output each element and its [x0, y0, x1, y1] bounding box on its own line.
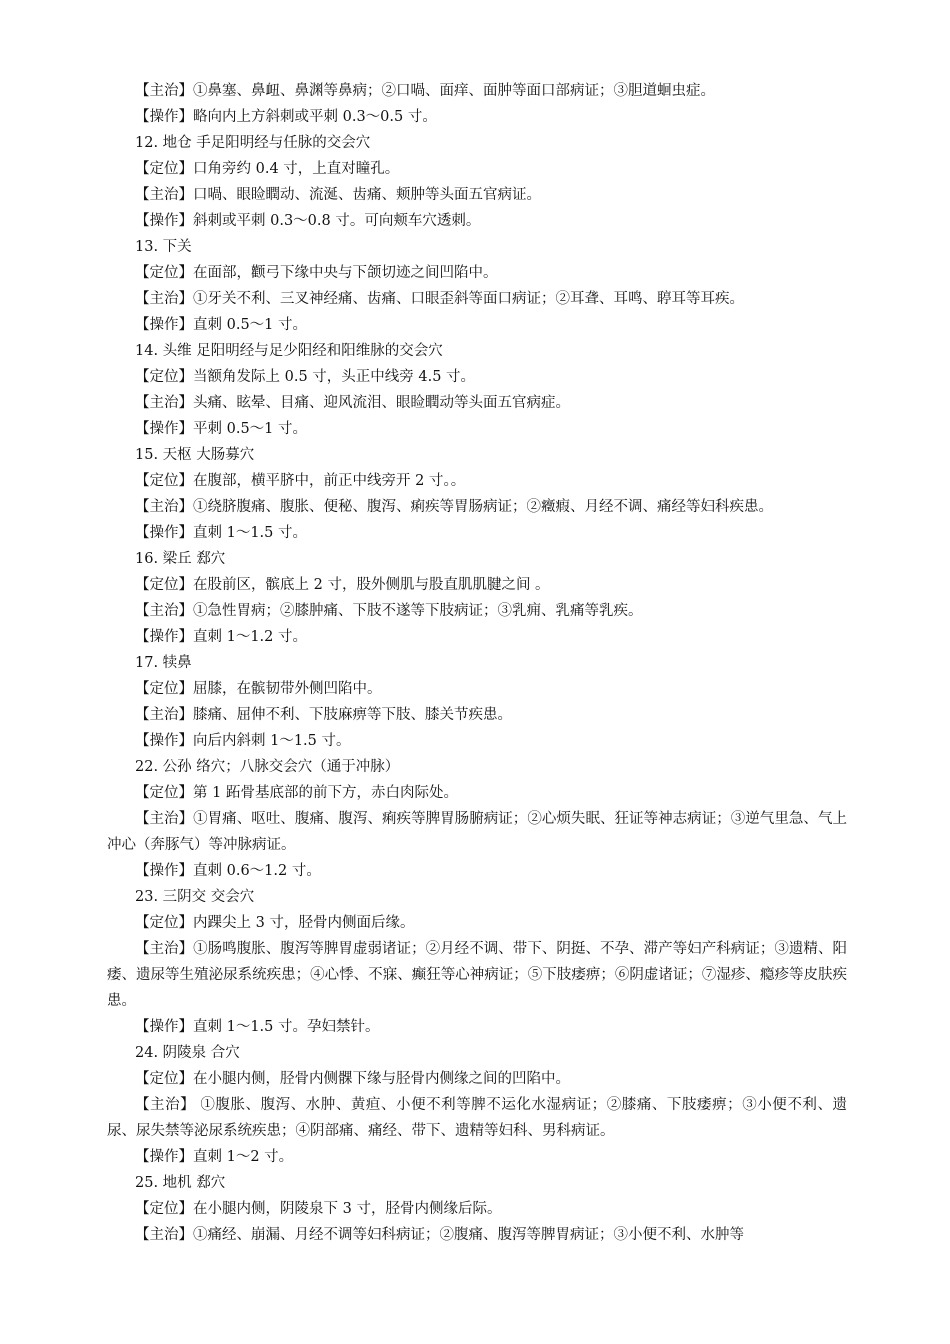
- paragraph: 【操作】直刺 1～1.5 寸。孕妇禁针。: [135, 1019, 380, 1035]
- paragraph: 【操作】直刺 0.5～1 寸。: [135, 317, 308, 333]
- paragraph: 【定位】在股前区，髌底上 2 寸，股外侧肌与股直肌肌腱之间 。: [135, 577, 550, 593]
- paragraph: 【定位】在小腿内侧，胫骨内侧髁下缘与胫骨内侧缘之间的凹陷中。: [135, 1071, 570, 1087]
- paragraph: 【定位】当额角发际上 0.5 寸，头正中线旁 4.5 寸。: [135, 369, 476, 385]
- paragraph: 【主治】 ①腹胀、腹泻、水肿、黄疸、小便不利等脾不运化水湿病证；②膝痛、下肢痿痹；③小便不利、遗尿、尿失禁等泌尿系统疾患；④阴部痛、痛经、带下、遗精等妇科、男科病证。: [107, 1097, 847, 1139]
- paragraph: 【定位】口角旁约 0.4 寸，上直对瞳孔。: [135, 161, 400, 177]
- paragraph: 【主治】①牙关不利、三叉神经痛、齿痛、口眼歪斜等面口病证；②耳聋、耳鸣、聤耳等耳疾。: [135, 291, 744, 307]
- paragraph: 【主治】口喎、眼睑瞤动、流涎、齿痛、颊肿等头面五官病证。: [135, 187, 541, 203]
- paragraph: 【定位】在面部，颧弓下缘中央与下颌切迹之间凹陷中。: [135, 265, 498, 281]
- paragraph: 【定位】在腹部，横平脐中，前正中线旁开 2 寸。。: [135, 473, 466, 489]
- paragraph: 【操作】直刺 1～2 寸。: [135, 1149, 294, 1165]
- paragraph: 【操作】略向内上方斜刺或平刺 0.3～0.5 寸。: [135, 109, 437, 125]
- paragraph: 【主治】①鼻塞、鼻衄、鼻渊等鼻病；②口喎、面痒、面肿等面口部病证；③胆道蛔虫症。: [135, 83, 715, 99]
- acupoint-heading: 22. 公孙 络穴；八脉交会穴（通于冲脉）: [135, 759, 400, 775]
- paragraph: 【主治】①绕脐腹痛、腹胀、便秘、腹泻、痢疾等胃肠病证；②癥瘕、月经不调、痛经等妇科疾患。: [135, 499, 773, 515]
- paragraph: 【操作】直刺 1～1.5 寸。: [135, 525, 308, 541]
- paragraph: 【主治】头痛、眩晕、目痛、迎风流泪、眼睑瞤动等头面五官病症。: [135, 395, 570, 411]
- acupoint-heading: 17. 犊鼻: [135, 655, 192, 671]
- paragraph: 【操作】直刺 1～1.2 寸。: [135, 629, 308, 645]
- paragraph: 【定位】第 1 跖骨基底部的前下方，赤白肉际处。: [135, 785, 458, 801]
- acupoint-heading: 16. 梁丘 郄穴: [135, 551, 226, 567]
- acupoint-heading: 14. 头维 足阳明经与足少阳经和阳维脉的交会穴: [135, 343, 443, 359]
- acupoint-heading: 23. 三阴交 交会穴: [135, 889, 255, 905]
- paragraph: 【主治】①急性胃病；②膝肿痛、下肢不遂等下肢病证；③乳痈、乳痛等乳疾。: [135, 603, 643, 619]
- acupoint-heading: 15. 天枢 大肠募穴: [135, 447, 255, 463]
- paragraph: 【操作】直刺 0.6～1.2 寸。: [135, 863, 321, 879]
- acupoint-heading: 13. 下关: [135, 239, 192, 255]
- acupoint-heading: 12. 地仓 手足阳明经与任脉的交会穴: [135, 135, 371, 151]
- acupoint-heading: 25. 地机 郄穴: [135, 1175, 226, 1191]
- document-page: [107, 78, 847, 1248]
- paragraph: 【操作】向后内斜刺 1～1.5 寸。: [135, 733, 351, 749]
- acupoint-heading: 24. 阴陵泉 合穴: [135, 1045, 240, 1061]
- paragraph: 【定位】屈膝，在髌韧带外侧凹陷中。: [135, 681, 382, 697]
- paragraph: 【定位】内踝尖上 3 寸，胫骨内侧面后缘。: [135, 915, 415, 931]
- paragraph: 【主治】膝痛、屈伸不利、下肢麻痹等下肢、膝关节疾患。: [135, 707, 512, 723]
- paragraph: 【主治】①肠鸣腹胀、腹泻等脾胃虚弱诸证；②月经不调、带下、阴挺、不孕、滞产等妇产科病证；③遗精、阳痿、遗尿等生殖泌尿系统疾患；④心悸、不寐、癫狂等心神病证；⑤下肢痿痹；⑥阴虚诸证；⑦湿疹、瘾疹等皮肤疾患。: [107, 941, 847, 1009]
- paragraph: 【操作】斜刺或平刺 0.3～0.8 寸。可向颊车穴透刺。: [135, 213, 481, 229]
- paragraph: 【主治】①胃痛、呕吐、腹痛、腹泻、痢疾等脾胃肠腑病证；②心烦失眠、狂证等神志病证；③逆气里急、气上冲心（奔豚气）等冲脉病证。: [107, 811, 847, 853]
- paragraph: 【操作】平刺 0.5～1 寸。: [135, 421, 308, 437]
- paragraph: 【定位】在小腿内侧，阴陵泉下 3 寸，胫骨内侧缘后际。: [135, 1201, 502, 1217]
- paragraph: 【主治】①痛经、崩漏、月经不调等妇科病证；②腹痛、腹泻等脾胃病证；③小便不利、水肿等: [135, 1227, 744, 1243]
